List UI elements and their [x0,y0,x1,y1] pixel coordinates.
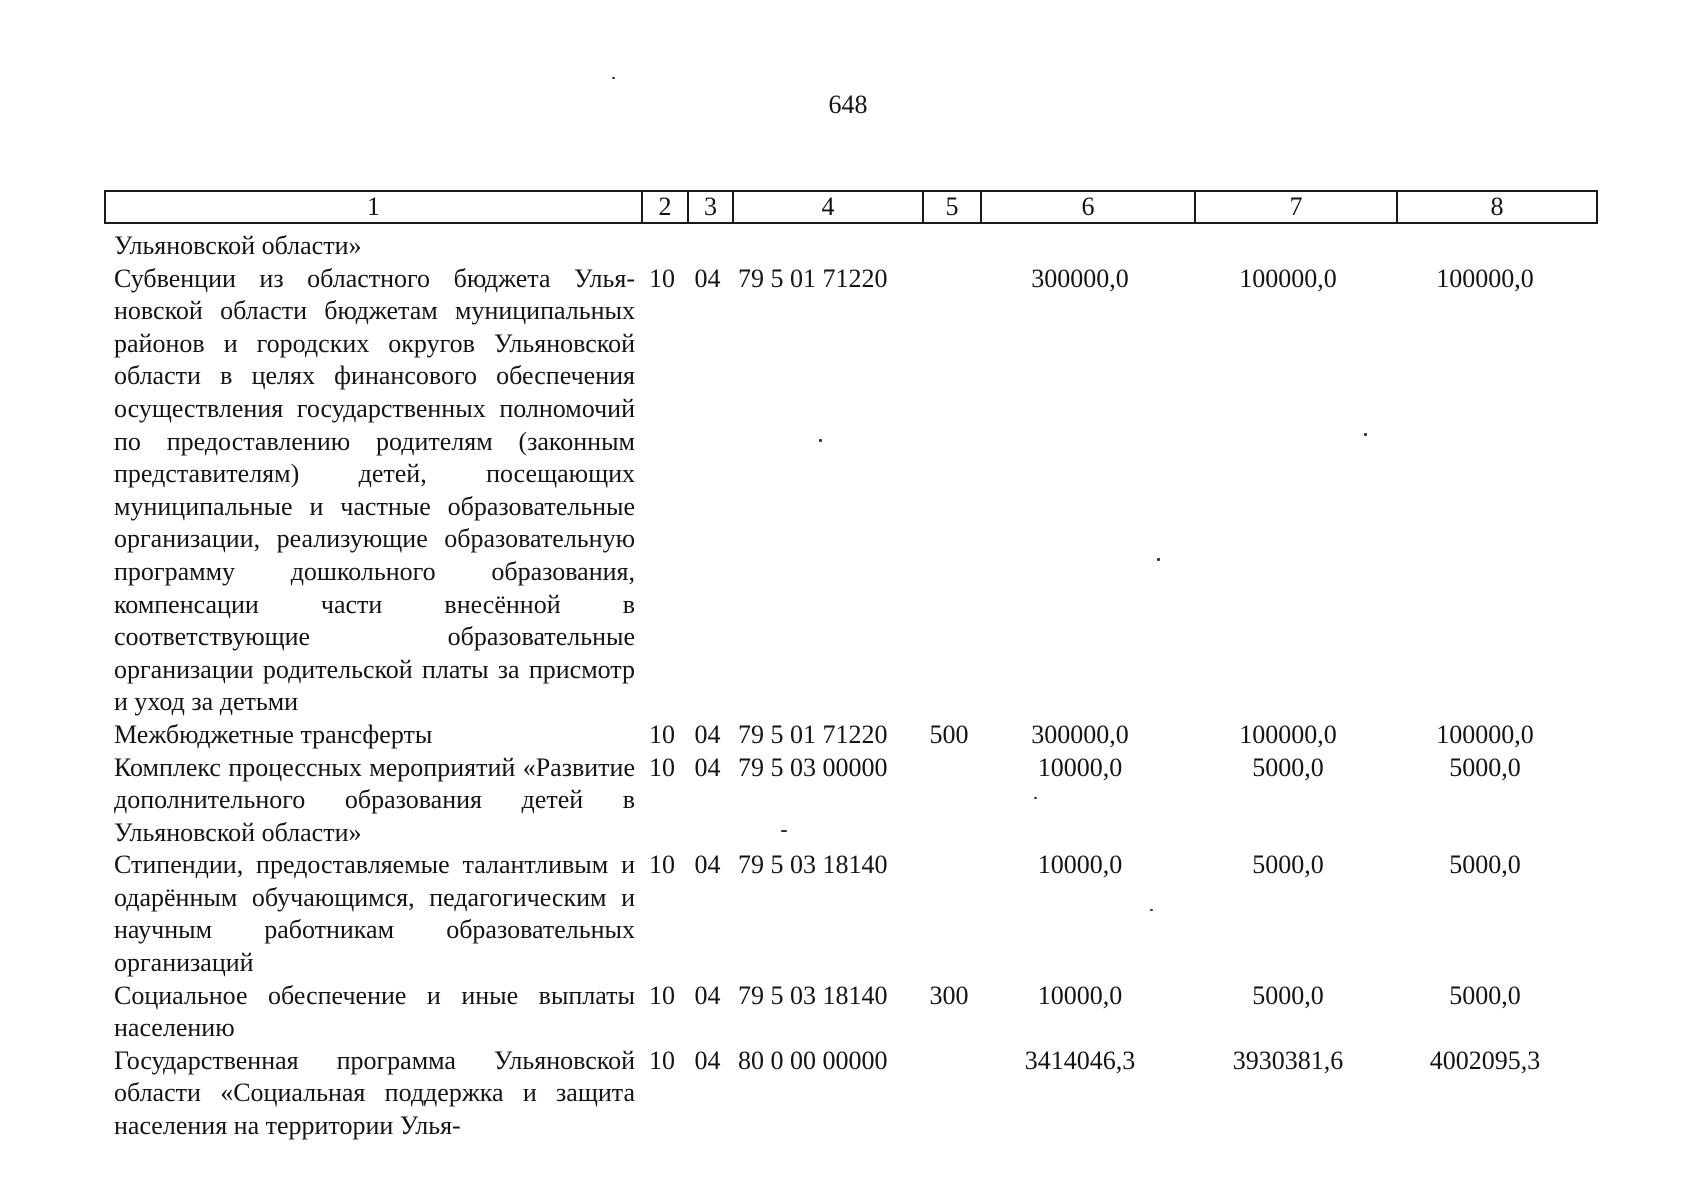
row-name: Субвенции из областного бюджета Ульяновской области бюджетам муниципальных районов и городских округов Ульяновской области в целях финансового обеспечения осуществления государственных полномочий по предоставлению родителям (законным представителям) детей, посещающих муниципальные и частные образовательные организации, реализующие образовательную программу дошкольного образования, компенсации части внесённой в соответствующие образовательные организации родительской платы за присмотр и уход за детьми [114,263,635,717]
header-col-2: 2 [641,192,687,222]
row-name: Ульяновской области» [114,231,362,260]
row-target-code: 79 5 01 71220 [738,263,888,293]
header-col-3: 3 [687,192,732,222]
row-amount-col-8: 5000,0 [1449,752,1521,782]
row-expense-type: 300 [929,980,969,1010]
row-name: Стипендии, предоставляемые талантливым и одарённым обучающимся, педагогическим и научным работникам образовательных организаций [114,850,635,978]
header-col-8: 8 [1396,192,1596,222]
header-col-6: 6 [980,192,1194,222]
header-col-4: 4 [732,192,922,222]
table-row [104,849,1598,979]
row-name: Комплекс процессных мероприятий «Развитие дополнительного образования детей в Ульяновской области» [114,752,635,847]
row-subsection: 04 [694,752,721,782]
row-amount-col-7: 5000,0 [1252,850,1324,880]
row-subsection: 04 [694,263,721,293]
row-section: 10 [649,1045,675,1075]
row-subsection: 04 [694,850,721,880]
row-amount-col-6: 3414046,3 [1024,1045,1136,1075]
header-col-7: 7 [1194,192,1396,222]
row-amount-col-7: 5000,0 [1252,980,1324,1010]
table-row [104,980,1598,1045]
row-name: Социальное обеспечение и иные выплаты населению [114,980,635,1043]
row-amount-col-7: 100000,0 [1239,719,1337,749]
row-amount-col-6: 10000,0 [1037,850,1123,880]
row-name: Межбюджетные трансферты [114,719,433,749]
row-amount-col-7: 100000,0 [1239,263,1337,293]
row-section: 10 [649,752,675,782]
row-subsection: 04 [694,719,721,749]
row-section: 10 [649,719,675,749]
table-row [104,263,1598,719]
table-header [104,190,1598,224]
scan-speck [819,439,822,442]
table-row [104,719,1598,752]
row-amount-col-8: 5000,0 [1449,980,1521,1010]
table-row [104,1045,1598,1143]
row-amount-col-6: 300000,0 [1031,719,1129,749]
row-amount-col-6: 10000,0 [1037,980,1123,1010]
row-target-code: 79 5 03 18140 [738,850,888,880]
scan-speck [1364,433,1367,436]
row-section: 10 [649,263,675,293]
row-target-code: 80 0 00 00000 [738,1045,888,1075]
row-section: 10 [649,850,675,880]
page-number: 648 [828,90,868,119]
header-col-1: 1 [367,192,380,221]
row-name: Государственная программа Ульяновской области «Социальная поддержка и защита населения на территории Улья- [114,1045,635,1141]
table-row [104,230,1598,263]
row-target-code: 79 5 03 00000 [738,752,888,782]
scan-speck [1157,558,1160,561]
row-expense-type: 500 [929,719,969,749]
scan-speck [612,77,615,79]
row-amount-col-8: 100000,0 [1436,263,1534,293]
row-subsection: 04 [694,1045,721,1075]
row-amount-col-8: 5000,0 [1449,850,1521,880]
row-amount-col-8: 100000,0 [1436,719,1534,749]
header-col-5: 5 [922,192,980,222]
scan-speck [781,830,787,832]
row-amount-col-7: 5000,0 [1252,752,1324,782]
table-body [104,230,1598,1143]
row-section: 10 [649,980,675,1010]
row-amount-col-6: 300000,0 [1031,263,1129,293]
row-amount-col-6: 10000,0 [1037,752,1123,782]
row-target-code: 79 5 03 18140 [738,980,888,1010]
scan-speck [1150,909,1153,911]
row-amount-col-8: 4002095,3 [1429,1045,1541,1075]
row-amount-col-7: 3930381,6 [1232,1045,1344,1075]
table-row [104,752,1598,850]
row-subsection: 04 [694,980,721,1010]
row-target-code: 79 5 01 71220 [738,719,888,749]
scan-speck [1034,797,1037,799]
